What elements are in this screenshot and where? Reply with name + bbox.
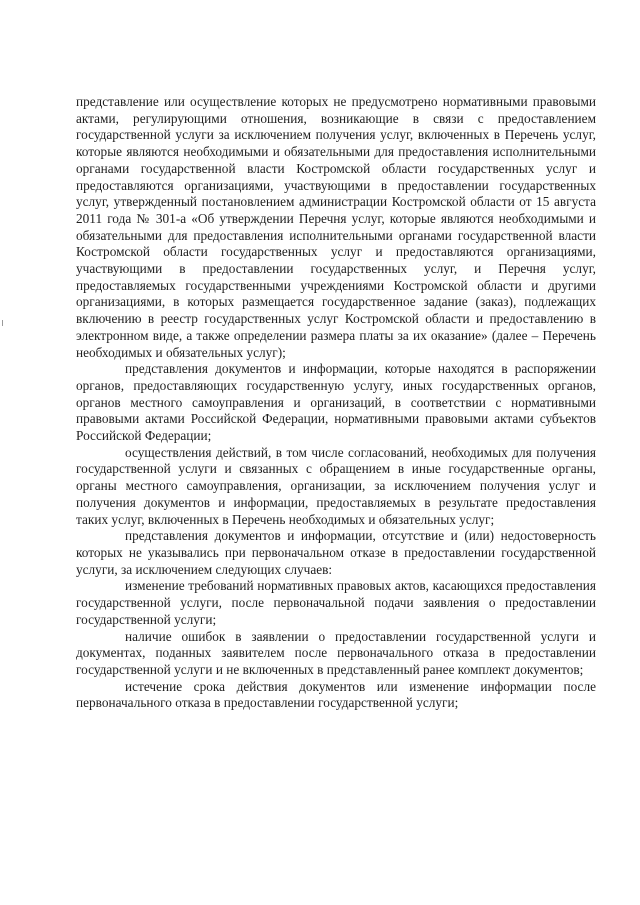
- paragraph-actions-approvals: осуществления действий, в том числе согласований, необходимых для получения государственной услуги и связанных с обращением в иные государственные органы, органы местного самоуправления, организации, за исключением получения услуг и получения документов и информации, предоставляемых в результате предоставления таких услуг, включенных в Перечень необходимых и обязательных услуг;: [76, 444, 596, 527]
- paragraph-requirements-change: изменение требований нормативных правовых актов, касающихся предоставления государственной услуги, после первоначальной подачи заявления о предоставлении государственной услуги;: [76, 578, 596, 627]
- paragraph-documents-information: представления документов и информации, которые находятся в распоряжении органов, предоставляющих государственную услугу, иных государственных органов, органов местного самоуправления и организаций, в соответствии с нормативными правовыми актами Российской Федерации, нормативными правовыми актами субъектов Российской Федерации;: [76, 361, 596, 444]
- scan-margin-mark: [2, 320, 3, 326]
- paragraph-application-errors: наличие ошибок в заявлении о предоставлении государственной услуги и документах, поданных заявителем после первоначального отказа в предоставлении государственной услуги и не включенных в представленный ранее комплект документов;: [76, 628, 596, 677]
- document-body: [76, 94, 596, 712]
- paragraph-continuation: представление или осуществление которых не предусмотрено нормативными правовыми актами, регулирующими отношения, возникающие в связи с предоставлением государственной услуги за исключением получения услуг, включенных в Перечень услуг, которые являются необходимыми и обязательными для предоставления исполнительными органами государственной власти Костромской области государственных услуг и предоставляются организациями, участвующими в предоставлении государственных услуг, утвержденный постановлением администрации Костромской области от 15 августа 2011 года № 301-а «Об утверждении Перечня услуг, которые являются необходимыми и обязательными для предоставления исполнительными органами государственной власти Костромской области государственных услуг и предоставляются организациями, участвующими в предоставлении государственных услуг, и Перечня услуг, предоставляемых государственными учреждениями Костромской области и другими организациями, в которых размещается государственное задание (заказ), подлежащих включению в реестр государственных услуг Костромской области и предоставлению в электронном виде, а также определении размера платы за их оказание» (далее – Перечень необходимых и обязательных услуг);: [76, 94, 596, 360]
- paragraph-expiration: истечение срока действия документов или изменение информации после первоначального отказа в предоставлении государственной услуги;: [76, 678, 596, 711]
- paragraph-missing-documents: представления документов и информации, отсутствие и (или) недостоверность которых не указывались при первоначальном отказе в предоставлении государственной услуги, за исключением следующих случаев:: [76, 528, 596, 577]
